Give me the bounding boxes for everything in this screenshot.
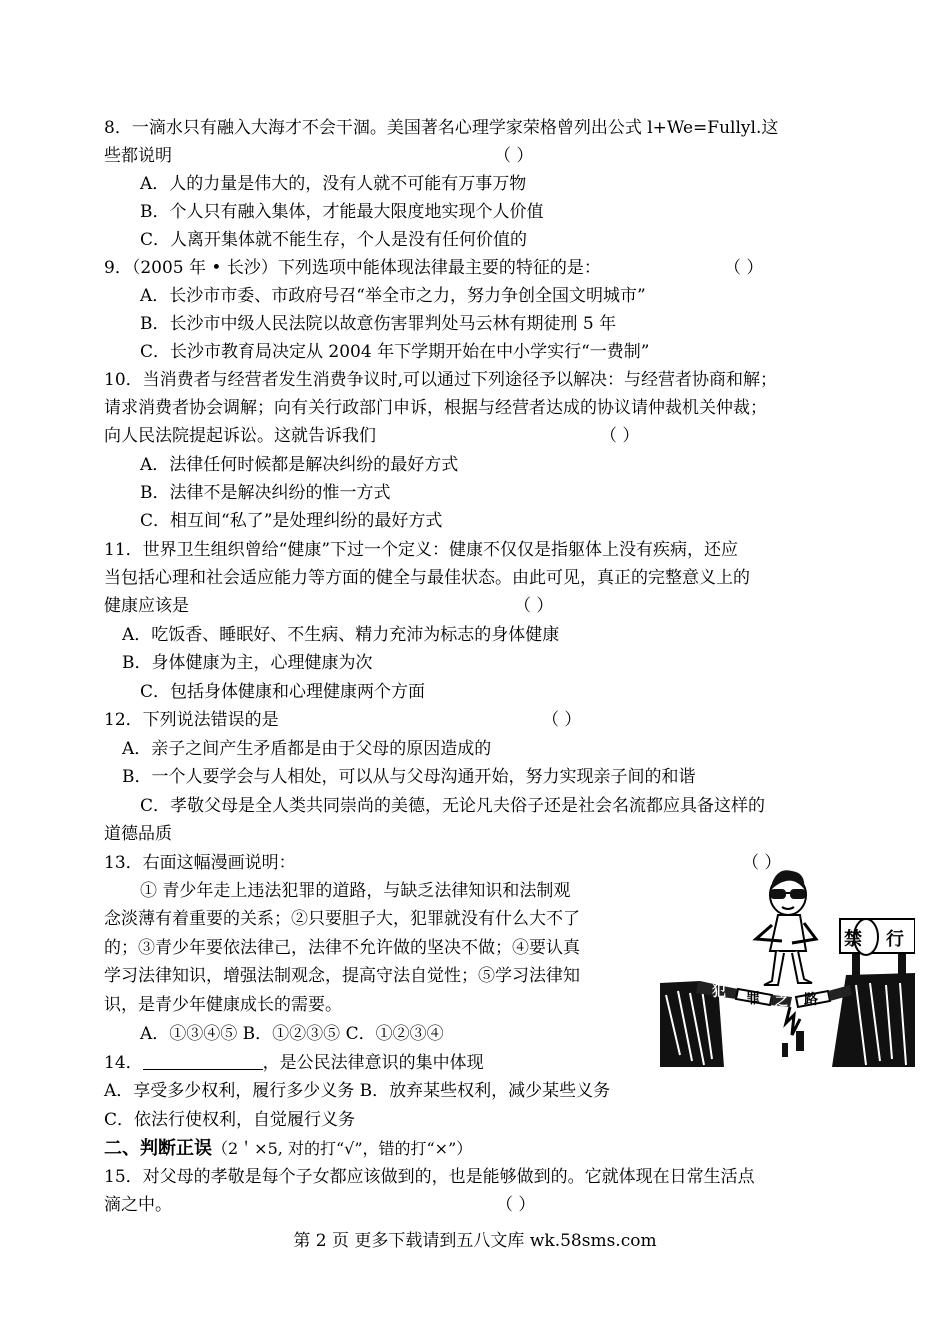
q10-answer-bracket: （ ） — [600, 426, 640, 446]
q10-stem-line3: 向人民法院提起诉讼。这就告诉我们 — [104, 426, 376, 446]
q8-stem-line1: 8．一滴水只有融入大海才不会干涸。美国著名心理学家荣格曾列出公式 l+We=Fullyl.这 — [104, 118, 779, 138]
q8-stem-line2: 些都说明 — [104, 146, 172, 166]
sign-text-right: 行 — [886, 929, 904, 950]
bridge-char-1: 犯 — [712, 984, 726, 1000]
q12-answer-bracket: （ ） — [542, 710, 582, 730]
q11-option-b: B．身体健康为主，心理健康为次 — [122, 653, 373, 673]
q13-choices: A．①③④⑤ B．①②③⑤ C．①②③④ — [140, 1024, 444, 1044]
q13-answer-bracket: （ ） — [742, 853, 782, 873]
q8-option-c: C．人离开集体就不能生存，个人是没有任何价值的 — [140, 230, 528, 250]
q13-statement-line3: 的；③青少年要依法律己，法律不允许做的坚决不做；④要认真 — [104, 938, 580, 958]
q14-text: ，是公民法律意识的集中体现 — [262, 1053, 484, 1073]
q9-answer-bracket: （ ） — [724, 258, 764, 278]
q10-stem-line1: 10．当消费者与经营者发生消费争议时,可以通过下列途径予以解决：与经营者协商和解； — [104, 370, 778, 390]
q13-statement-line1: ① 青少年走上违法犯罪的道路，与缺乏法律知识和法制观 — [140, 881, 571, 901]
q13-statement-line2: 念淡薄有着重要的关系；②只要胆子大，犯罪就没有什么大不了 — [104, 909, 580, 929]
q8-option-b: B．个人只有融入集体，才能最大限度地实现个人价值 — [140, 202, 544, 222]
q9-option-c: C．长沙市教育局决定从 2004 年下学期开始在中小学实行“一费制” — [140, 342, 650, 362]
q11-stem-line3: 健康应该是 — [104, 596, 189, 616]
q12-stem: 12．下列说法错误的是 — [104, 710, 279, 730]
page-footer: 第 2 页 更多下载请到五八文库 wk.58sms.com — [293, 1231, 657, 1251]
section-2-title: 二、判断正误 — [104, 1138, 212, 1159]
q12-option-c: C．孝敬父母是全人类共同崇尚的美德，无论凡夫俗子还是社会名流都应具备这样的 — [140, 796, 766, 816]
q11-stem-line2: 当包括心理和社会适应能力等方面的健全与最佳状态。由此可见，真正的完整意义上的 — [104, 568, 750, 588]
q8-answer-bracket: （ ） — [494, 146, 534, 166]
q15-stem-line2: 滴之中。 — [104, 1195, 172, 1215]
bridge-char-3: 之 — [775, 994, 789, 1009]
sign-text-left: 禁 — [844, 929, 862, 950]
q9-option-a: A．长沙市市委、市政府号召“举全市之力，努力争创全国文明城市” — [140, 286, 646, 306]
cartoon-illustration — [660, 855, 915, 1067]
q13-stem: 13．右面这幅漫画说明： — [104, 853, 296, 873]
q14-option-c: C．依法行使权利，自觉履行义务 — [104, 1110, 356, 1130]
bridge-char-4: 路 — [804, 992, 818, 1008]
section-2-heading — [104, 1137, 472, 1161]
q10-option-c: C．相互间“私了”是处理纠纷的最好方式 — [140, 511, 443, 531]
q9-stem: 9．（2005 年 • 长沙）下列选项中能体现法律最主要的特征的是： — [104, 258, 601, 278]
section-2-note: （2＇×5, 对的打“√”，错的打“×”） — [212, 1139, 473, 1158]
q14-number: 14． — [104, 1053, 143, 1073]
q10-option-a: A．法律任何时候都是解决纠纷的最好方式 — [140, 455, 459, 475]
q12-option-a: A．亲子之间产生矛盾都是由于父母的原因造成的 — [122, 739, 492, 759]
q9-option-b: B．长沙市中级人民法院以故意伤害罪判处马云林有期徒刑 5 年 — [140, 314, 617, 334]
q12-option-c-cont: 道德品质 — [104, 824, 172, 844]
q14-fill-blank — [143, 1053, 263, 1070]
q15-answer-bracket: （ ） — [496, 1195, 536, 1215]
q11-option-c: C．包括身体健康和心理健康两个方面 — [140, 682, 426, 702]
q11-answer-bracket: （ ） — [514, 596, 554, 616]
q15-stem-line1: 15．对父母的孝敬是每个子女都应该做到的，也是能够做到的。它就体现在日常生活点 — [104, 1167, 755, 1187]
q14-stem — [104, 1051, 484, 1075]
q11-option-a: A．吃饭香、睡眠好、不生病、精力充沛为标志的身体健康 — [122, 625, 560, 645]
bridge-char-2: 罪 — [746, 991, 760, 1007]
q11-stem-line1: 11．世界卫生组织曾给“健康”下过一个定义：健康不仅仅是指躯体上没有疾病，还应 — [104, 540, 739, 560]
q13-statement-line5: 识，是青少年健康成长的需要。 — [104, 995, 342, 1015]
q10-option-b: B．法律不是解决纠纷的惟一方式 — [140, 483, 391, 503]
q10-stem-line2: 请求消费者协会调解；向有关行政部门申诉，根据与经营者达成的协议请仲裁机关仲裁； — [104, 398, 767, 418]
q13-statement-line4: 学习法律知识，增强法制观念，提高守法自觉性；⑤学习法律知 — [104, 966, 580, 986]
q14-options-ab: A．享受多少权利，履行多少义务 B．放弃某些权利，减少某些义务 — [104, 1081, 611, 1101]
q8-option-a: A．人的力量是伟大的，没有人就不可能有万事万物 — [140, 174, 527, 194]
q12-option-b: B．一个人要学会与人相处，可以从与父母沟通开始，努力实现亲子间的和谐 — [122, 767, 696, 787]
